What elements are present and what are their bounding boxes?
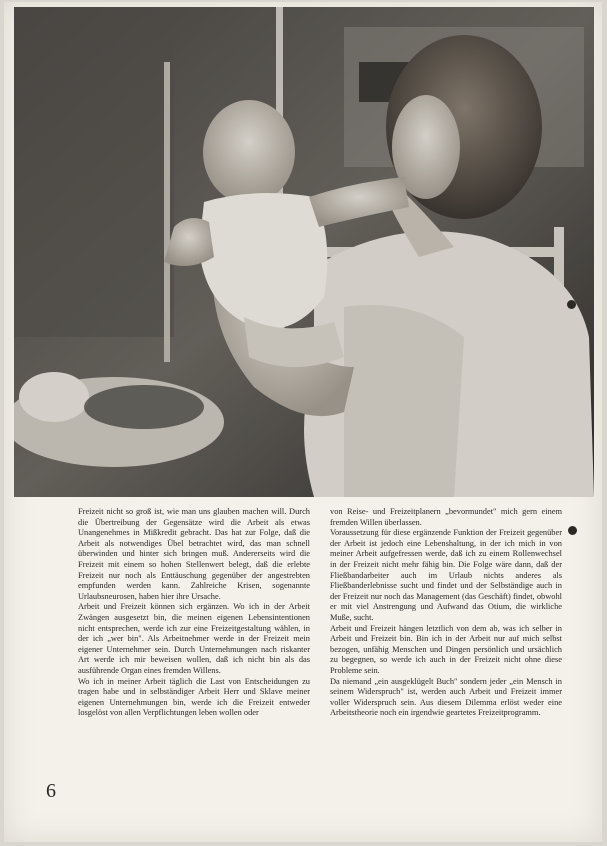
paragraph: von Reise- und Freizeitplanern „bevormundet" mich gern einem fremden Willen überlassen. (330, 507, 562, 527)
article-text (4, 507, 602, 842)
punch-hole-icon (568, 526, 577, 535)
paragraph: Arbeit und Freizeit hängen letztlich von dem ab, was ich selber in Arbeit und Freizeit bin. Bin ich in der Arbeit nur auf mich selbst bezogen, unfähig Menschen und Dingen persönlich und ursächlich zu begegnen, so werde ich auch in der Freizeit nicht ohne diese Probleme sein. (330, 623, 562, 675)
left-column (78, 507, 310, 719)
page-number: 6 (46, 780, 56, 802)
punch-hole-icon (567, 300, 576, 309)
paragraph: Voraussetzung für diese ergänzende Funktion der Freizeit gegenüber der Arbeit ist jedoch eine Lebenshaltung, in der ich mich in von meiner Arbeit aufgefressen werde, daß ich zu einem Rollenwechsel in der Freizeit nicht mehr fähig bin. Die Folge wäre dann, daß der Fließbandarbeiter auch im Urlaub nichts anderes als Fließbanderlebnisse sucht und findet und der Selbständige auch in der Freizeit nur noch das Management (das Geschäft) findet, obwohl er mit viel Anstrengung und Aufwand das Otium, die wirkliche Muße, sucht. (330, 528, 562, 622)
nurse-holding-baby-photo (14, 7, 594, 497)
paragraph: Arbeit und Freizeit können sich ergänzen. Wo ich in der Arbeit Zwängen ausgesetzt bin, die meinen eigenen Lebensintentionen nicht entsprechen, werde ich zur eine Freizeitgestaltung wählen, in der ich „wer bin". Als Arbeitnehmer werde in der Freizeit mein eigener Unternehmer sein. Durch Unternehmungen nach riskanter Art werde ich mir beweisen wollen, daß ich nicht bin als das ausführende Organ eines fremden Willens. (78, 602, 310, 675)
magazine-page (4, 2, 602, 842)
paragraph: Da niemand „ein ausgeklügelt Buch" sondern jeder „ein Mensch in seinem Widerspruch" ist, werden auch Arbeit und Freizeit immer voller Widerspruch sein. Aus diesem Dilemma erlöst weder eine Arbeitstheorie noch ein irgendwie geartetes Freizeitprogramm. (330, 676, 562, 718)
right-column (330, 507, 562, 719)
paragraph: Freizeit nicht so groß ist, wie man uns glauben machen will. Durch die Übertreibung der Gegensätze wird die Arbeit als etwas Unangenehmes in Mißkredit gebracht. Das hat zur Folge, daß die Arbeit als notwendiges Übel betrachtet wird, das man schnell überwinden und hinter sich bringen muß. Andererseits wird die Freizeit mit einem so hohen Stellenwert belegt, daß die erlebte Freizeit nur noch als Enttäuschung gegenüber der angestrebten empfunden werden kann. Zahlreiche Krisen, sogenannte Urlaubsneurosen, haben hier ihre Ursache. (78, 507, 310, 601)
paragraph: Wo ich in meiner Arbeit täglich die Last von Entscheidungen zu tragen habe und in selbständiger Arbeit Herr und Sklave meiner eigenen Unternehmungen bin, werde ich die Freizeit entweder losgelöst von allen Verpflichtungen leben wollen oder (78, 676, 310, 718)
